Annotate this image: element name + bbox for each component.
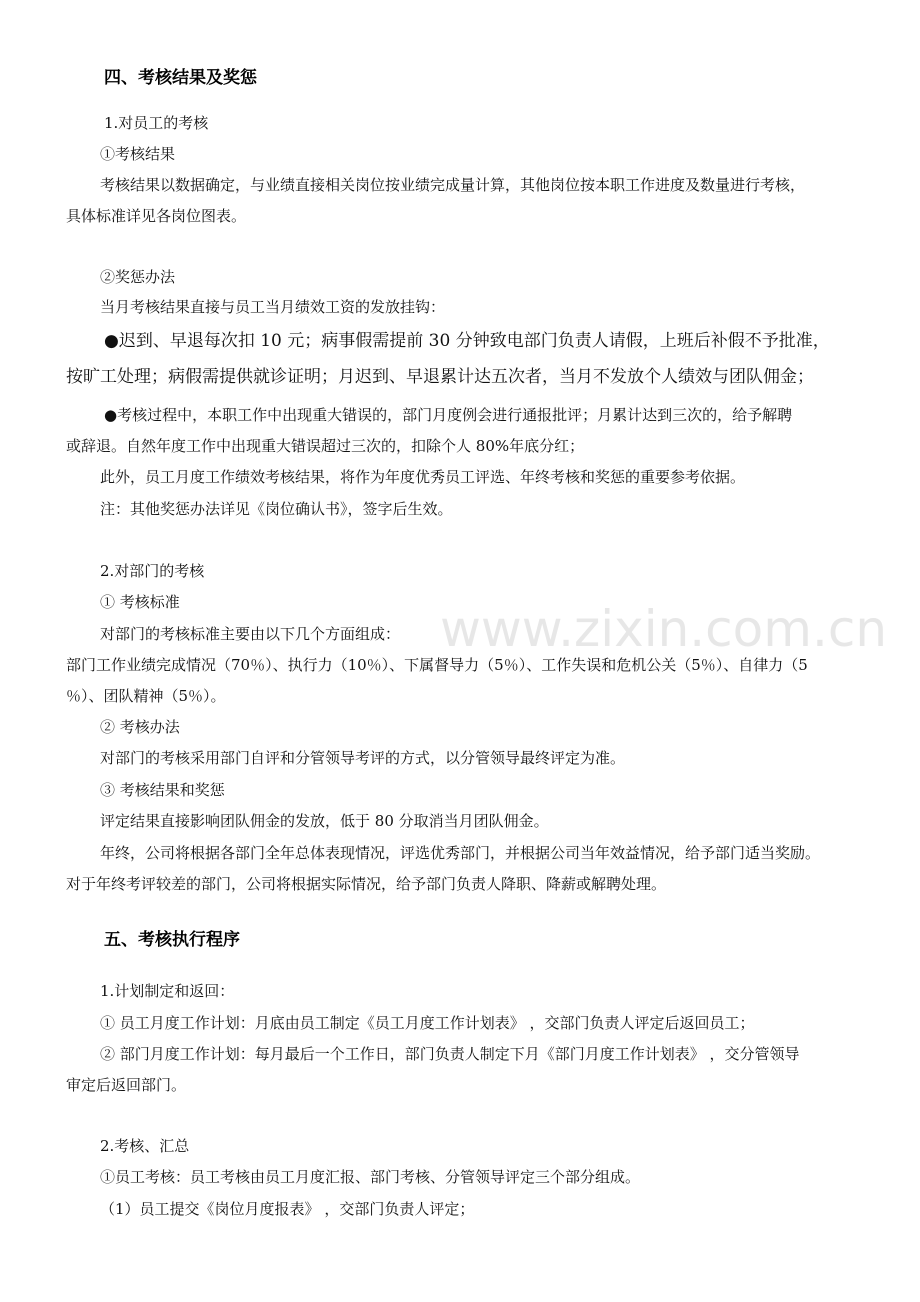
plan-item-2-line-2: 审定后返回部门。: [66, 1076, 187, 1094]
employee-review-title: 1.对员工的考核: [104, 114, 209, 132]
employee-result-text-2: 具体标准详见各岗位图表。: [66, 207, 247, 225]
employee-bullet-2-line-1: ●考核过程中，本职工作中出现重大错误的，部门月度例会进行通报批评；月累计达到三次的，给予解聘: [104, 406, 793, 424]
department-standard-intro: 对部门的考核标准主要由以下几个方面组成：: [100, 625, 401, 643]
department-standard-line-1: 部门工作业绩完成情况（70％）、执行力（10％）、下属督导力（5％）、工作失误和危机公关（5％）、自律力（5: [66, 656, 808, 674]
department-yearend-line-1: 年终，公司将根据各部门全年总体表现情况，评选优秀部门，并根据公司当年效益情况，给予部门适当奖励。: [100, 844, 821, 862]
plan-item-1: ① 员工月度工作计划：月底由员工制定《员工月度工作计划表》 ，交部门负责人评定后返回员工；: [100, 1014, 755, 1032]
employee-bullet-1-line-1: ●迟到、早退每次扣 10 元；病事假需提前 30 分钟致电部门负责人请假，上班后补假不予批准，: [104, 331, 830, 351]
section-4-heading: 四、考核结果及奖惩: [104, 68, 257, 88]
employee-reward-intro: 当月考核结果直接与员工当月绩效工资的发放挂钩：: [100, 298, 446, 316]
employee-result-title: ①考核结果: [100, 145, 176, 163]
employee-reward-title: ②奖惩办法: [100, 268, 176, 286]
plan-title: 1.计划制定和返回：: [100, 982, 235, 1000]
section-5-heading: 五、考核执行程序: [104, 930, 240, 950]
department-standard-title: ① 考核标准: [100, 593, 180, 611]
department-result-title: ③ 考核结果和奖惩: [100, 781, 225, 799]
employee-bullet-1-line-2: 按旷工处理；病假需提供就诊证明；月迟到、早退累计达五次者，当月不发放个人绩效与团队佣金；: [66, 367, 814, 387]
employee-bullet-2-line-2: 或辞退。自然年度工作中出现重大错误超过三次的，扣除个人 80%年底分红；: [66, 437, 585, 455]
employee-note: 注：其他奖惩办法详见《岗位确认书》，签字后生效。: [100, 500, 453, 518]
employee-extra: 此外，员工月度工作绩效考核结果，将作为年度优秀员工评选、年终考核和奖惩的重要参考依据。: [100, 468, 746, 486]
department-result-text: 评定结果直接影响团队佣金的发放，低于 80 分取消当月团队佣金。: [100, 812, 549, 830]
department-standard-line-2: ％）、团队精神（5％）。: [66, 687, 226, 705]
summary-employee-review: ①员工考核：员工考核由员工月度汇报、部门考核、分管领导评定三个部分组成。: [100, 1168, 641, 1186]
summary-step-1: （1）员工提交《岗位月度报表》 ，交部门负责人评定；: [100, 1200, 475, 1218]
watermark: www.zixin.com.cn: [440, 600, 888, 658]
plan-item-2-line-1: ② 部门月度工作计划：每月最后一个工作日，部门负责人制定下月《部门月度工作计划表》 ，交分管领导: [100, 1045, 800, 1063]
department-yearend-line-2: 对于年终考评较差的部门，公司将根据实际情况，给予部门负责人降职、降薪或解聘处理。: [66, 875, 667, 893]
department-method-title: ② 考核办法: [100, 718, 180, 736]
department-review-title: 2.对部门的考核: [100, 562, 205, 580]
summary-title: 2.考核、汇总: [100, 1137, 190, 1155]
department-method-text: 对部门的考核采用部门自评和分管领导考评的方式，以分管领导最终评定为准。: [100, 749, 626, 767]
employee-result-text-1: 考核结果以数据确定，与业绩直接相关岗位按业绩完成量计算，其他岗位按本职工作进度及数量进行考核，: [100, 176, 806, 194]
